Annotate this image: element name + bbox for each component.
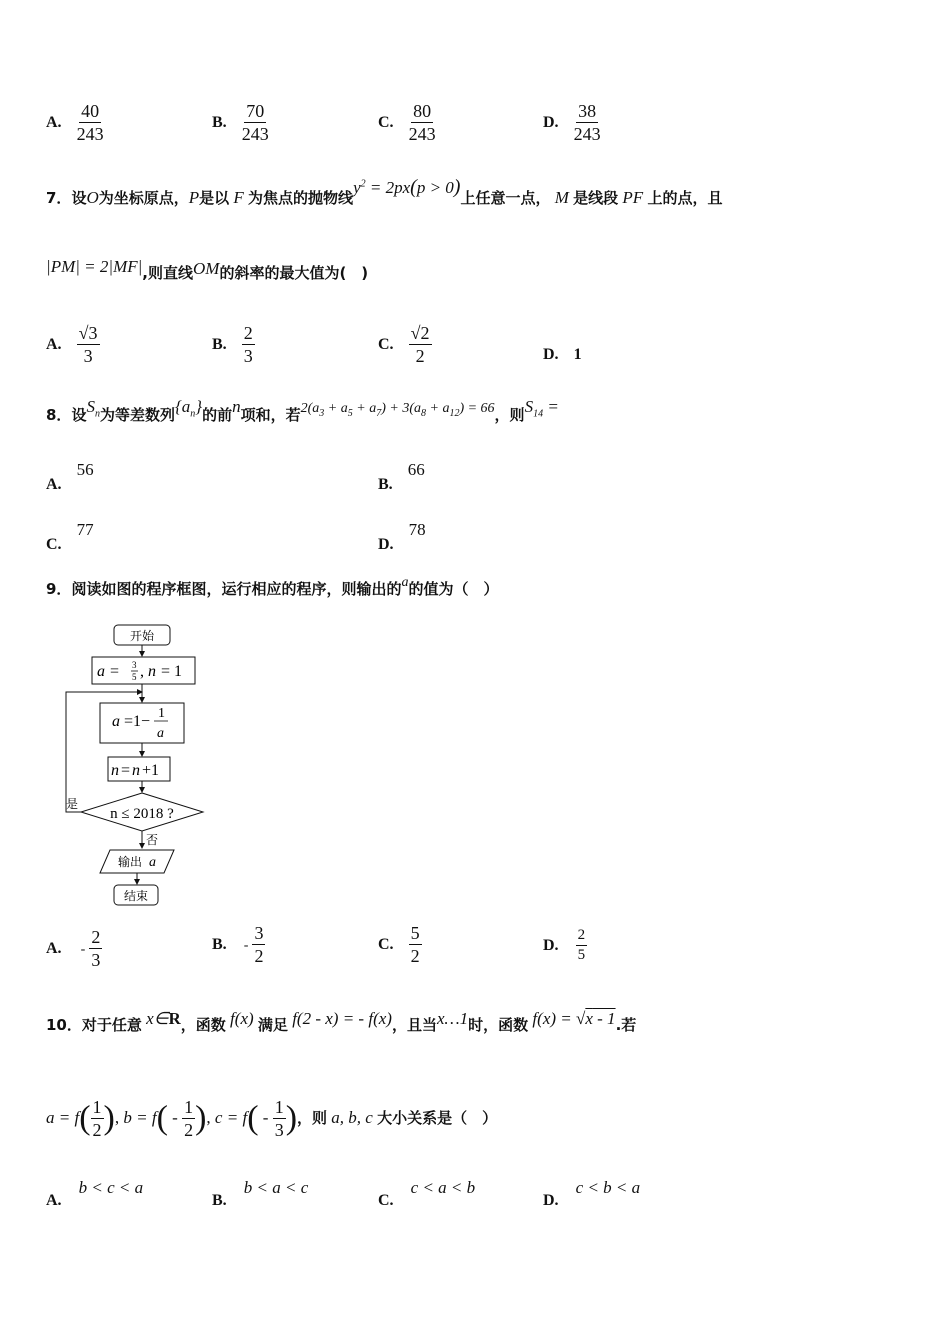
denominator: 243 — [76, 124, 104, 144]
denominator: 5 — [577, 947, 586, 963]
q6-option-a[interactable]: A. $\frac{40}{243}$ — [46, 101, 104, 144]
q10-option-b[interactable]: B. b < a < c — [212, 1178, 309, 1209]
q7-option-a[interactable]: A. $\frac{√3}{3}$ — [46, 323, 98, 366]
q8-stem: 8．设$S_n$为等差数列$\{a_n\}$的前n项和，若$2(a_3 + a_5 + a_7) + 3(a_8 + a_{12}) = 66$，则$S_{14}$ = — [46, 397, 559, 424]
update-n-formula: n — [111, 762, 119, 779]
numerator: 80 — [413, 101, 432, 121]
denominator: 2 — [415, 346, 425, 366]
denominator: 3 — [91, 950, 101, 970]
svg-text:=1−: =1− — [124, 713, 151, 730]
output-label: 输出 — [118, 855, 143, 869]
denominator: 3 — [243, 346, 253, 366]
denominator: 2 — [410, 946, 420, 966]
start-label: 开始 — [129, 629, 155, 643]
q7-stem-line2: |PM| = 2|MF|,则直线OM的斜率的最大值为( ) — [46, 257, 369, 282]
q9-option-d[interactable]: D. $\frac{2}{5}$ — [543, 927, 586, 963]
numerator: 40 — [81, 101, 100, 121]
q8-option-a[interactable]: A. 56 — [46, 460, 94, 493]
denominator: 243 — [408, 124, 436, 144]
update-a-formula: a — [112, 713, 120, 730]
svg-text:+1: +1 — [142, 762, 160, 779]
init-formula-val: = 1 — [161, 663, 183, 680]
q9-option-a[interactable]: A. - $\frac{2}{3}$ — [46, 927, 101, 970]
init-formula-num: 3 — [132, 660, 137, 670]
q6-option-d[interactable]: D. $\frac{38}{243}$ — [543, 101, 601, 144]
svg-text:a: a — [157, 726, 164, 741]
numerator: √3 — [78, 323, 98, 343]
q10-option-d[interactable]: D. c < b < a — [543, 1178, 641, 1209]
q8-option-b[interactable]: B. 66 — [378, 460, 425, 493]
q7-option-d[interactable]: D. 1 — [543, 346, 582, 363]
denominator: 3 — [83, 346, 93, 366]
q7-stem-line1: 7．设O为坐标原点，P是以 F 为焦点的抛物线$y^2 = 2px(p > 0)$上任意一点， M 是线段 PF 上的点，且 — [46, 176, 723, 207]
no-label: 否 — [146, 833, 159, 847]
q10-option-c[interactable]: C. c < a < b — [378, 1178, 476, 1209]
q8-option-c[interactable]: C. 77 — [46, 520, 94, 553]
q8-option-d[interactable]: D. 78 — [378, 520, 426, 553]
yes-label: 是 — [66, 797, 79, 811]
q6-option-c[interactable]: C. $\frac{80}{243}$ — [378, 101, 436, 144]
q10-stem-line1: 10．对于任意 x∈R，函数 f(x) 满足 f(2 - x) = - f(x)，且当x…1时，函数 f(x) = √x - 1.若 — [46, 1009, 637, 1034]
q6-option-b[interactable]: B. $\frac{70}{243}$ — [212, 101, 269, 144]
init-formula-den: 5 — [132, 672, 137, 682]
init-formula-eq: = — [110, 663, 120, 680]
svg-text:1: 1 — [158, 706, 165, 721]
condition-label: n ≤ 2018 ? — [110, 806, 174, 822]
numerator: √2 — [410, 323, 430, 343]
q7-option-c[interactable]: C. $\frac{√2}{2}$ — [378, 323, 430, 366]
numerator: 2 — [91, 927, 101, 947]
init-formula-n: n — [148, 663, 156, 680]
numerator: 38 — [578, 101, 597, 121]
end-label: 结束 — [123, 889, 149, 903]
q9-option-b[interactable]: B. - $\frac{3}{2}$ — [212, 923, 264, 966]
program-flowchart — [60, 620, 220, 910]
loop-back-arrow — [66, 692, 142, 812]
denominator: 2 — [254, 946, 264, 966]
svg-text:=: = — [121, 762, 131, 779]
denominator: 243 — [573, 124, 601, 144]
q10-option-a[interactable]: A. b < c < a — [46, 1178, 144, 1209]
init-formula-a: a — [97, 663, 105, 680]
q9-option-c[interactable]: C. $\frac{5}{2}$ — [378, 923, 420, 966]
numerator: 3 — [254, 923, 264, 943]
svg-text:n: n — [132, 762, 140, 779]
q7-option-b[interactable]: B. $\frac{2}{3}$ — [212, 323, 253, 366]
init-formula-comma: , — [140, 663, 144, 680]
numerator: 70 — [246, 101, 265, 121]
numerator: 5 — [410, 923, 420, 943]
numerator: 2 — [243, 323, 253, 343]
q9-stem: 9．阅读如图的程序框图，运行相应的程序，则输出的a的值为（ ） — [46, 575, 499, 598]
denominator: 243 — [241, 124, 269, 144]
numerator: 2 — [576, 926, 588, 946]
q10-stem-line2: a = f( $\frac{1}{2}$ ), b = f( - $\frac{1}{2}$ ), c = f( - $\frac{1}{3}$ )，则 a, b, c 大小关系是（ ） — [46, 1097, 498, 1140]
svg-text:a: a — [149, 855, 156, 870]
